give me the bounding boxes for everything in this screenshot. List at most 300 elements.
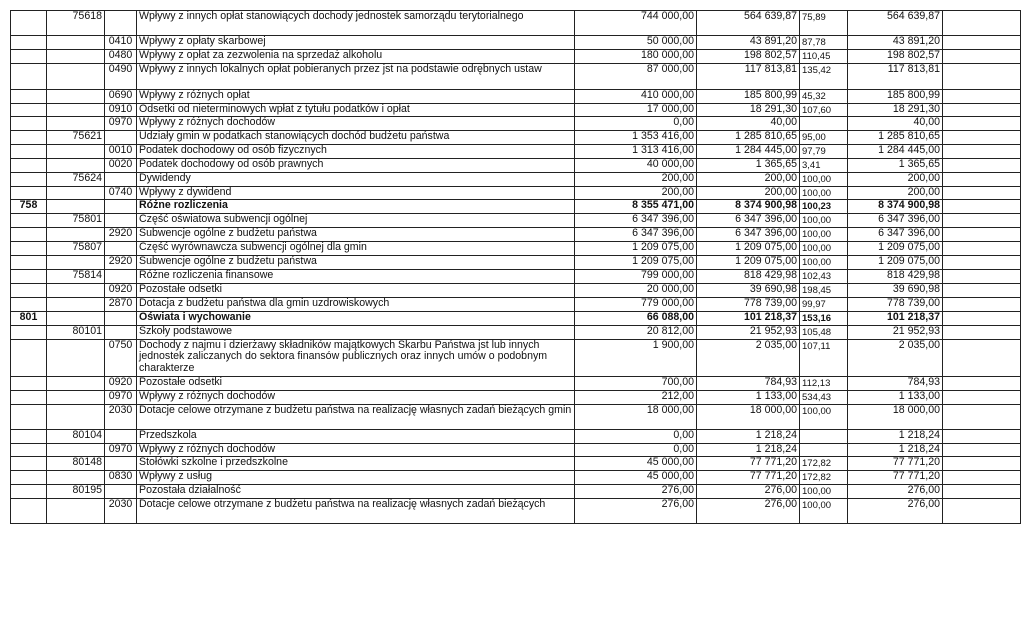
- extra-column: [943, 443, 1021, 457]
- executed-amount: 784,93: [697, 376, 800, 390]
- executed-amount: 818 429,98: [697, 269, 800, 283]
- plan-amount: 212,00: [575, 390, 697, 404]
- extra-column: [943, 498, 1021, 523]
- extra-column: [943, 158, 1021, 172]
- item-name: Subwencje ogólne z budżetu państwa: [137, 228, 575, 242]
- chapter-code: 75618: [47, 11, 105, 36]
- executed-amount: 8 374 900,98: [697, 200, 800, 214]
- item-name: Wpływy z różnych dochodów: [137, 390, 575, 404]
- chapter-code: 75624: [47, 172, 105, 186]
- plan-amount: 8 355 471,00: [575, 200, 697, 214]
- executed-amount: 39 690,98: [697, 283, 800, 297]
- section-code: [11, 443, 47, 457]
- plan-amount: 1 209 075,00: [575, 242, 697, 256]
- paragraph-code: [105, 200, 137, 214]
- table-row: [11, 269, 1021, 283]
- extra-column: [943, 256, 1021, 270]
- extra-column: [943, 117, 1021, 131]
- paragraph-code: [105, 457, 137, 471]
- section-code: [11, 228, 47, 242]
- plan-amount: 40 000,00: [575, 158, 697, 172]
- table-row: [11, 470, 1021, 484]
- table-row: [11, 172, 1021, 186]
- plan-amount: 410 000,00: [575, 89, 697, 103]
- execution-percent: 198,45: [800, 283, 848, 297]
- table-row: [11, 228, 1021, 242]
- paragraph-code: [105, 130, 137, 144]
- chapter-code: [47, 200, 105, 214]
- execution-percent: 100,00: [800, 498, 848, 523]
- executed-amount: 21 952,93: [697, 325, 800, 339]
- section-code: [11, 269, 47, 283]
- extra-column: [943, 311, 1021, 325]
- extra-column: [943, 297, 1021, 311]
- plan-amount: 50 000,00: [575, 36, 697, 50]
- table-row: [11, 339, 1021, 376]
- extra-column: [943, 89, 1021, 103]
- item-name: Pozostałe odsetki: [137, 376, 575, 390]
- chapter-code: 75621: [47, 130, 105, 144]
- paragraph-code: 2030: [105, 404, 137, 429]
- plan-amount: 66 088,00: [575, 311, 697, 325]
- paragraph-code: [105, 214, 137, 228]
- paragraph-code: [105, 172, 137, 186]
- paragraph-code: 0920: [105, 283, 137, 297]
- chapter-code: [47, 228, 105, 242]
- amount-column: 1 285 810,65: [848, 130, 943, 144]
- paragraph-code: 0740: [105, 186, 137, 200]
- paragraph-code: 0410: [105, 36, 137, 50]
- execution-percent: 100,00: [800, 214, 848, 228]
- amount-column: 1 209 075,00: [848, 242, 943, 256]
- executed-amount: 43 891,20: [697, 36, 800, 50]
- extra-column: [943, 470, 1021, 484]
- table-row: [11, 103, 1021, 117]
- amount-column: 784,93: [848, 376, 943, 390]
- chapter-code: [47, 144, 105, 158]
- amount-column: 18 291,30: [848, 103, 943, 117]
- paragraph-code: 0970: [105, 390, 137, 404]
- execution-percent: 100,00: [800, 404, 848, 429]
- executed-amount: 77 771,20: [697, 457, 800, 471]
- chapter-code: [47, 311, 105, 325]
- item-name: Szkoły podstawowe: [137, 325, 575, 339]
- execution-percent: 100,23: [800, 200, 848, 214]
- table-row: [11, 311, 1021, 325]
- amount-column: 1 133,00: [848, 390, 943, 404]
- table-row: [11, 214, 1021, 228]
- plan-amount: 1 313 416,00: [575, 144, 697, 158]
- table-row: [11, 144, 1021, 158]
- extra-column: [943, 430, 1021, 444]
- extra-column: [943, 376, 1021, 390]
- item-name: Dochody z najmu i dzierżawy składników majątkowych Skarbu Państwa jst lub innych jednostek zaliczanych do sektora finansów publicznych oraz innych umów o podobnym charakterze: [137, 339, 575, 376]
- table-row: [11, 325, 1021, 339]
- table-row: [11, 89, 1021, 103]
- chapter-code: [47, 443, 105, 457]
- item-name: Przedszkola: [137, 430, 575, 444]
- plan-amount: 779 000,00: [575, 297, 697, 311]
- chapter-code: 80195: [47, 484, 105, 498]
- paragraph-code: 0010: [105, 144, 137, 158]
- executed-amount: 6 347 396,00: [697, 214, 800, 228]
- amount-column: 40,00: [848, 117, 943, 131]
- chapter-code: [47, 339, 105, 376]
- extra-column: [943, 200, 1021, 214]
- table-row: [11, 457, 1021, 471]
- execution-percent: [800, 430, 848, 444]
- section-code: [11, 36, 47, 50]
- plan-amount: 6 347 396,00: [575, 214, 697, 228]
- execution-percent: 100,00: [800, 242, 848, 256]
- item-name: Różne rozliczenia finansowe: [137, 269, 575, 283]
- table-row: [11, 200, 1021, 214]
- plan-amount: 45 000,00: [575, 457, 697, 471]
- table-row: [11, 11, 1021, 36]
- plan-amount: 1 353 416,00: [575, 130, 697, 144]
- item-name: Wpływy z różnych dochodów: [137, 117, 575, 131]
- section-code: 758: [11, 200, 47, 214]
- extra-column: [943, 404, 1021, 429]
- executed-amount: 1 133,00: [697, 390, 800, 404]
- executed-amount: 6 347 396,00: [697, 228, 800, 242]
- amount-column: 564 639,87: [848, 11, 943, 36]
- section-code: [11, 498, 47, 523]
- item-name: Dotacja z budżetu państwa dla gmin uzdrowiskowych: [137, 297, 575, 311]
- executed-amount: 18 291,30: [697, 103, 800, 117]
- extra-column: [943, 269, 1021, 283]
- execution-percent: 107,11: [800, 339, 848, 376]
- section-code: [11, 158, 47, 172]
- paragraph-code: 0020: [105, 158, 137, 172]
- amount-column: 1 209 075,00: [848, 256, 943, 270]
- section-code: [11, 484, 47, 498]
- execution-percent: 172,82: [800, 457, 848, 471]
- item-name: Różne rozliczenia: [137, 200, 575, 214]
- execution-percent: 153,16: [800, 311, 848, 325]
- item-name: Podatek dochodowy od osób fizycznych: [137, 144, 575, 158]
- execution-percent: 95,00: [800, 130, 848, 144]
- section-code: 801: [11, 311, 47, 325]
- execution-percent: 534,43: [800, 390, 848, 404]
- paragraph-code: 0830: [105, 470, 137, 484]
- plan-amount: 276,00: [575, 498, 697, 523]
- paragraph-code: 2870: [105, 297, 137, 311]
- amount-column: 43 891,20: [848, 36, 943, 50]
- executed-amount: 2 035,00: [697, 339, 800, 376]
- extra-column: [943, 242, 1021, 256]
- execution-percent: 45,32: [800, 89, 848, 103]
- plan-amount: 6 347 396,00: [575, 228, 697, 242]
- extra-column: [943, 484, 1021, 498]
- paragraph-code: 0490: [105, 64, 137, 89]
- execution-percent: 100,00: [800, 186, 848, 200]
- table-row: [11, 297, 1021, 311]
- amount-column: 117 813,81: [848, 64, 943, 89]
- amount-column: 18 000,00: [848, 404, 943, 429]
- table-row: [11, 498, 1021, 523]
- table-row: [11, 390, 1021, 404]
- item-name: Pozostała działalność: [137, 484, 575, 498]
- table-row: [11, 430, 1021, 444]
- execution-percent: 100,00: [800, 172, 848, 186]
- table-row: [11, 376, 1021, 390]
- executed-amount: 18 000,00: [697, 404, 800, 429]
- executed-amount: 200,00: [697, 172, 800, 186]
- item-name: Podatek dochodowy od osób prawnych: [137, 158, 575, 172]
- paragraph-code: 0910: [105, 103, 137, 117]
- extra-column: [943, 130, 1021, 144]
- execution-percent: 172,82: [800, 470, 848, 484]
- amount-column: 39 690,98: [848, 283, 943, 297]
- section-code: [11, 430, 47, 444]
- chapter-code: 80104: [47, 430, 105, 444]
- chapter-code: [47, 117, 105, 131]
- amount-column: 6 347 396,00: [848, 214, 943, 228]
- table-row: [11, 283, 1021, 297]
- chapter-code: 75814: [47, 269, 105, 283]
- execution-percent: 112,13: [800, 376, 848, 390]
- table-row: [11, 404, 1021, 429]
- extra-column: [943, 172, 1021, 186]
- execution-percent: 87,78: [800, 36, 848, 50]
- extra-column: [943, 11, 1021, 36]
- section-code: [11, 376, 47, 390]
- plan-amount: 17 000,00: [575, 103, 697, 117]
- paragraph-code: [105, 325, 137, 339]
- plan-amount: 18 000,00: [575, 404, 697, 429]
- item-name: Udziały gmin w podatkach stanowiących dochód budżetu państwa: [137, 130, 575, 144]
- item-name: Dywidendy: [137, 172, 575, 186]
- amount-column: 8 374 900,98: [848, 200, 943, 214]
- extra-column: [943, 64, 1021, 89]
- executed-amount: 778 739,00: [697, 297, 800, 311]
- item-name: Część wyrównawcza subwencji ogólnej dla gmin: [137, 242, 575, 256]
- plan-amount: 799 000,00: [575, 269, 697, 283]
- execution-percent: 3,41: [800, 158, 848, 172]
- executed-amount: 564 639,87: [697, 11, 800, 36]
- execution-percent: 100,00: [800, 256, 848, 270]
- executed-amount: 1 218,24: [697, 443, 800, 457]
- amount-column: 2 035,00: [848, 339, 943, 376]
- amount-column: 1 284 445,00: [848, 144, 943, 158]
- item-name: Wpływy z różnych opłat: [137, 89, 575, 103]
- extra-column: [943, 283, 1021, 297]
- executed-amount: 276,00: [697, 498, 800, 523]
- amount-column: 778 739,00: [848, 297, 943, 311]
- plan-amount: 0,00: [575, 117, 697, 131]
- amount-column: 6 347 396,00: [848, 228, 943, 242]
- item-name: Dotacje celowe otrzymane z budżetu państwa na realizację własnych zadań bieżących: [137, 498, 575, 523]
- paragraph-code: 0970: [105, 443, 137, 457]
- paragraph-code: [105, 11, 137, 36]
- section-code: [11, 390, 47, 404]
- executed-amount: 198 802,57: [697, 50, 800, 64]
- chapter-code: 75807: [47, 242, 105, 256]
- executed-amount: 1 284 445,00: [697, 144, 800, 158]
- table-body: [11, 11, 1021, 524]
- paragraph-code: 2920: [105, 228, 137, 242]
- amount-column: 200,00: [848, 186, 943, 200]
- section-code: [11, 64, 47, 89]
- chapter-code: [47, 297, 105, 311]
- amount-column: 1 218,24: [848, 443, 943, 457]
- chapter-code: 80148: [47, 457, 105, 471]
- amount-column: 200,00: [848, 172, 943, 186]
- execution-percent: 100,00: [800, 228, 848, 242]
- extra-column: [943, 325, 1021, 339]
- chapter-code: [47, 376, 105, 390]
- paragraph-code: [105, 242, 137, 256]
- chapter-code: 80101: [47, 325, 105, 339]
- executed-amount: 200,00: [697, 186, 800, 200]
- chapter-code: [47, 283, 105, 297]
- amount-column: 198 802,57: [848, 50, 943, 64]
- plan-amount: 0,00: [575, 443, 697, 457]
- amount-column: 101 218,37: [848, 311, 943, 325]
- chapter-code: [47, 498, 105, 523]
- table-row: [11, 36, 1021, 50]
- table-row: [11, 443, 1021, 457]
- item-name: Dotacje celowe otrzymane z budżetu państwa na realizację własnych zadań bieżących gmin: [137, 404, 575, 429]
- plan-amount: 0,00: [575, 430, 697, 444]
- amount-column: 185 800,99: [848, 89, 943, 103]
- section-code: [11, 256, 47, 270]
- extra-column: [943, 214, 1021, 228]
- execution-percent: 99,97: [800, 297, 848, 311]
- chapter-code: [47, 64, 105, 89]
- extra-column: [943, 36, 1021, 50]
- paragraph-code: 0690: [105, 89, 137, 103]
- plan-amount: 87 000,00: [575, 64, 697, 89]
- executed-amount: 40,00: [697, 117, 800, 131]
- amount-column: 276,00: [848, 498, 943, 523]
- execution-percent: 97,79: [800, 144, 848, 158]
- paragraph-code: [105, 269, 137, 283]
- chapter-code: [47, 470, 105, 484]
- chapter-code: [47, 50, 105, 64]
- paragraph-code: 0750: [105, 339, 137, 376]
- item-name: Wpływy z innych lokalnych opłat pobieranych przez jst na podstawie odrębnych ustaw: [137, 64, 575, 89]
- item-name: Pozostałe odsetki: [137, 283, 575, 297]
- executed-amount: 276,00: [697, 484, 800, 498]
- extra-column: [943, 103, 1021, 117]
- execution-percent: [800, 443, 848, 457]
- plan-amount: 276,00: [575, 484, 697, 498]
- section-code: [11, 172, 47, 186]
- amount-column: 21 952,93: [848, 325, 943, 339]
- section-code: [11, 339, 47, 376]
- item-name: Wpływy z dywidend: [137, 186, 575, 200]
- extra-column: [943, 144, 1021, 158]
- executed-amount: 1 218,24: [697, 430, 800, 444]
- plan-amount: 744 000,00: [575, 11, 697, 36]
- table-row: [11, 64, 1021, 89]
- execution-percent: [800, 117, 848, 131]
- executed-amount: 1 209 075,00: [697, 256, 800, 270]
- paragraph-code: 2920: [105, 256, 137, 270]
- table-row: [11, 158, 1021, 172]
- section-code: [11, 457, 47, 471]
- executed-amount: 101 218,37: [697, 311, 800, 325]
- execution-percent: 105,48: [800, 325, 848, 339]
- execution-percent: 110,45: [800, 50, 848, 64]
- table-row: [11, 256, 1021, 270]
- amount-column: 276,00: [848, 484, 943, 498]
- paragraph-code: 0970: [105, 117, 137, 131]
- amount-column: 77 771,20: [848, 457, 943, 471]
- execution-percent: 135,42: [800, 64, 848, 89]
- section-code: [11, 103, 47, 117]
- section-code: [11, 242, 47, 256]
- section-code: [11, 117, 47, 131]
- section-code: [11, 89, 47, 103]
- item-name: Subwencje ogólne z budżetu państwa: [137, 256, 575, 270]
- executed-amount: 77 771,20: [697, 470, 800, 484]
- paragraph-code: [105, 430, 137, 444]
- paragraph-code: [105, 311, 137, 325]
- paragraph-code: 0480: [105, 50, 137, 64]
- executed-amount: 1 285 810,65: [697, 130, 800, 144]
- item-name: Część oświatowa subwencji ogólnej: [137, 214, 575, 228]
- plan-amount: 200,00: [575, 172, 697, 186]
- extra-column: [943, 457, 1021, 471]
- amount-column: 1 218,24: [848, 430, 943, 444]
- amount-column: 1 365,65: [848, 158, 943, 172]
- section-code: [11, 404, 47, 429]
- extra-column: [943, 390, 1021, 404]
- item-name: Wpływy z innych opłat stanowiących dochody jednostek samorządu terytorialnego: [137, 11, 575, 36]
- section-code: [11, 50, 47, 64]
- amount-column: 818 429,98: [848, 269, 943, 283]
- execution-percent: 107,60: [800, 103, 848, 117]
- plan-amount: 200,00: [575, 186, 697, 200]
- chapter-code: [47, 158, 105, 172]
- execution-percent: 75,89: [800, 11, 848, 36]
- table-row: [11, 242, 1021, 256]
- table-row: [11, 130, 1021, 144]
- item-name: Stołówki szkolne i przedszkolne: [137, 457, 575, 471]
- chapter-code: [47, 36, 105, 50]
- table-row: [11, 484, 1021, 498]
- chapter-code: [47, 390, 105, 404]
- extra-column: [943, 339, 1021, 376]
- extra-column: [943, 228, 1021, 242]
- paragraph-code: [105, 484, 137, 498]
- chapter-code: [47, 103, 105, 117]
- extra-column: [943, 50, 1021, 64]
- plan-amount: 45 000,00: [575, 470, 697, 484]
- extra-column: [943, 186, 1021, 200]
- execution-percent: 100,00: [800, 484, 848, 498]
- table-row: [11, 50, 1021, 64]
- section-code: [11, 214, 47, 228]
- plan-amount: 1 900,00: [575, 339, 697, 376]
- item-name: Wpływy z opłaty skarbowej: [137, 36, 575, 50]
- execution-percent: 102,43: [800, 269, 848, 283]
- section-code: [11, 470, 47, 484]
- chapter-code: 75801: [47, 214, 105, 228]
- section-code: [11, 297, 47, 311]
- plan-amount: 700,00: [575, 376, 697, 390]
- budget-execution-table: [10, 10, 1021, 524]
- item-name: Wpływy z usług: [137, 470, 575, 484]
- chapter-code: [47, 186, 105, 200]
- paragraph-code: 2030: [105, 498, 137, 523]
- plan-amount: 180 000,00: [575, 50, 697, 64]
- section-code: [11, 186, 47, 200]
- item-name: Wpływy z opłat za zezwolenia na sprzedaż alkoholu: [137, 50, 575, 64]
